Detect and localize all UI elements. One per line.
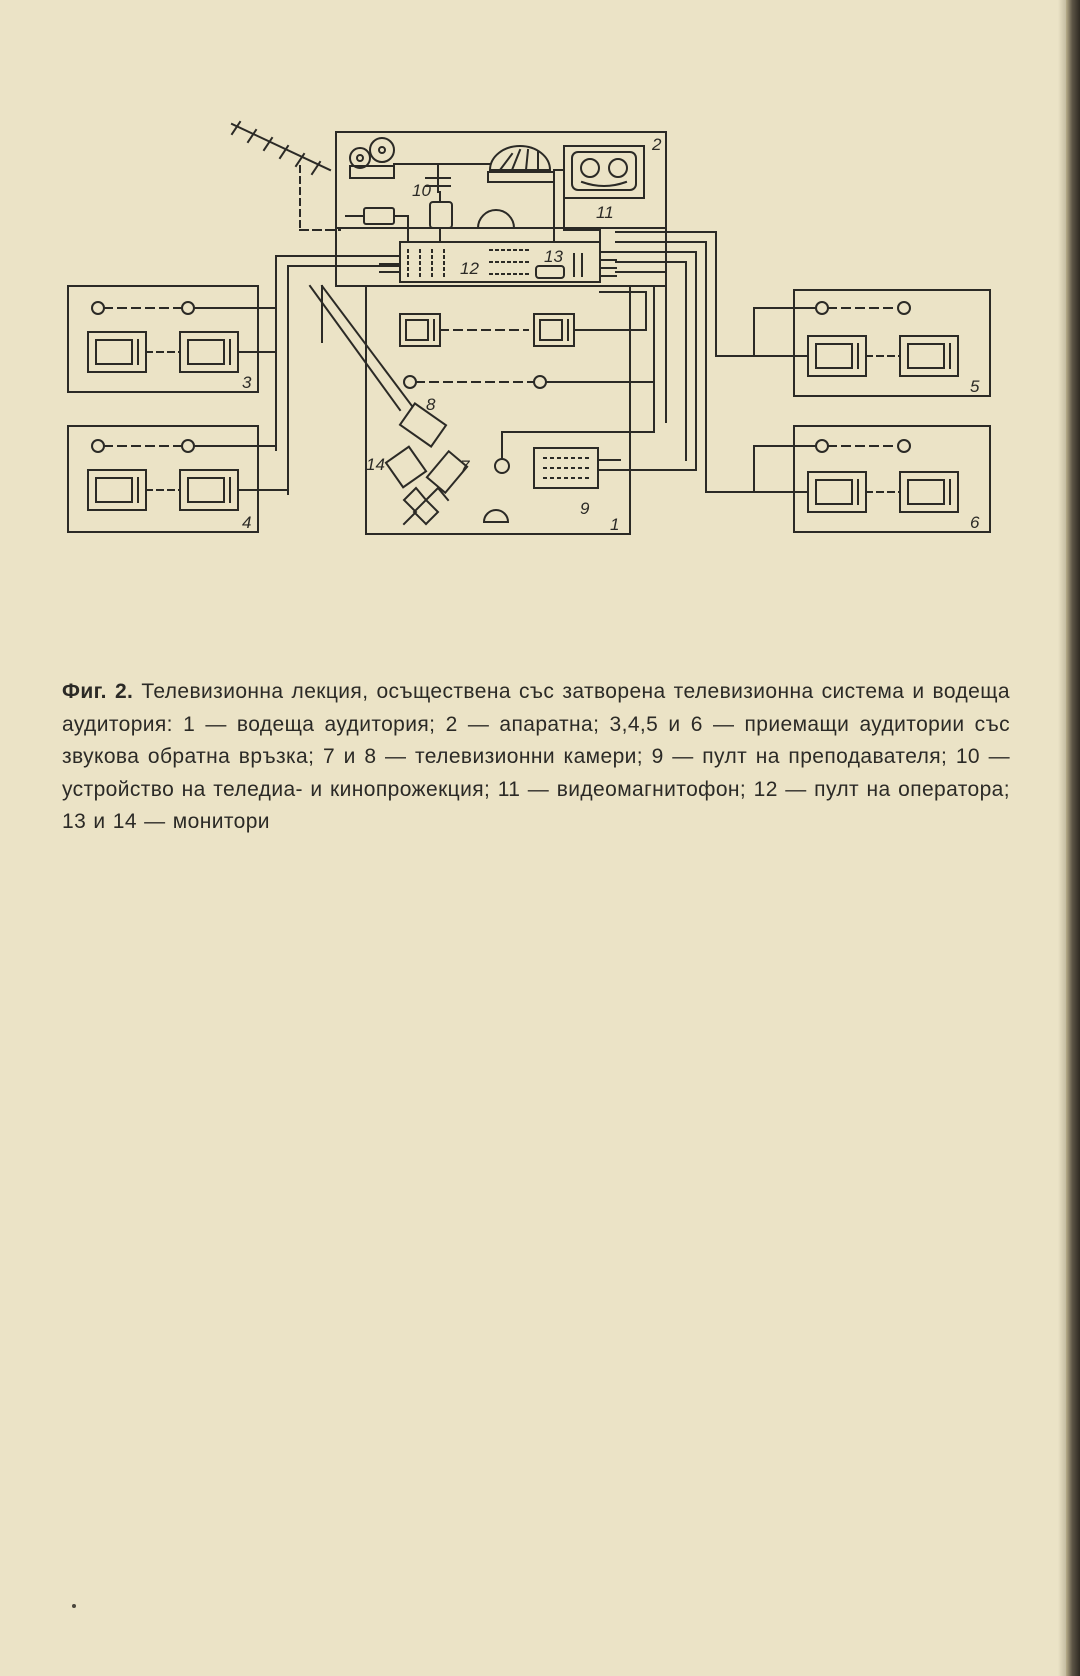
label-room-6: 6 [970,513,980,532]
label-room-4: 4 [242,513,252,532]
film-projector [350,138,554,192]
page-shadow [1058,0,1066,1676]
label-recorder-11: 11 [596,203,614,222]
label-desk-9: 9 [580,499,590,518]
operator-console [380,242,616,282]
label-camera-8: 8 [426,395,436,414]
label-room-3: 3 [242,373,252,392]
label-room-2: 2 [652,135,662,154]
camera-8 [310,286,446,447]
label-camera-7: 7 [460,457,470,476]
print-speck [72,1604,76,1608]
label-monitor-13: 13 [544,247,563,266]
figure-caption [62,676,1010,839]
label-monitor-14: 14 [366,455,385,474]
label-console-12: 12 [460,259,479,278]
slide-projector [430,202,452,228]
label-room-5: 5 [970,377,980,396]
label-projector-10: 10 [412,181,431,200]
camera-7 [386,447,467,524]
tv-lecture-diagram [60,120,1020,590]
label-room-1: 1 [610,515,620,534]
antenna [232,122,340,230]
caption-text: Телевизионна лекция, осъществена със затворена телевизионна система и водеща аудитория: 1 — водеща аудитория; 2 — апаратна; 3,4,5 и 6 — приемащи аудитории със звукова обратна връзка; 7 и 8 — телевизионни камери; 9 — пулт на преподавателя; 10 — устройство на теледиа- и кинопрожекция; 11 — видеомагнитофон; 12 — пулт на оператора; 13 и 14 — монитори [62,680,1010,833]
caption-lead: Фиг. 2. [62,680,134,703]
page-edge [1066,0,1080,1676]
